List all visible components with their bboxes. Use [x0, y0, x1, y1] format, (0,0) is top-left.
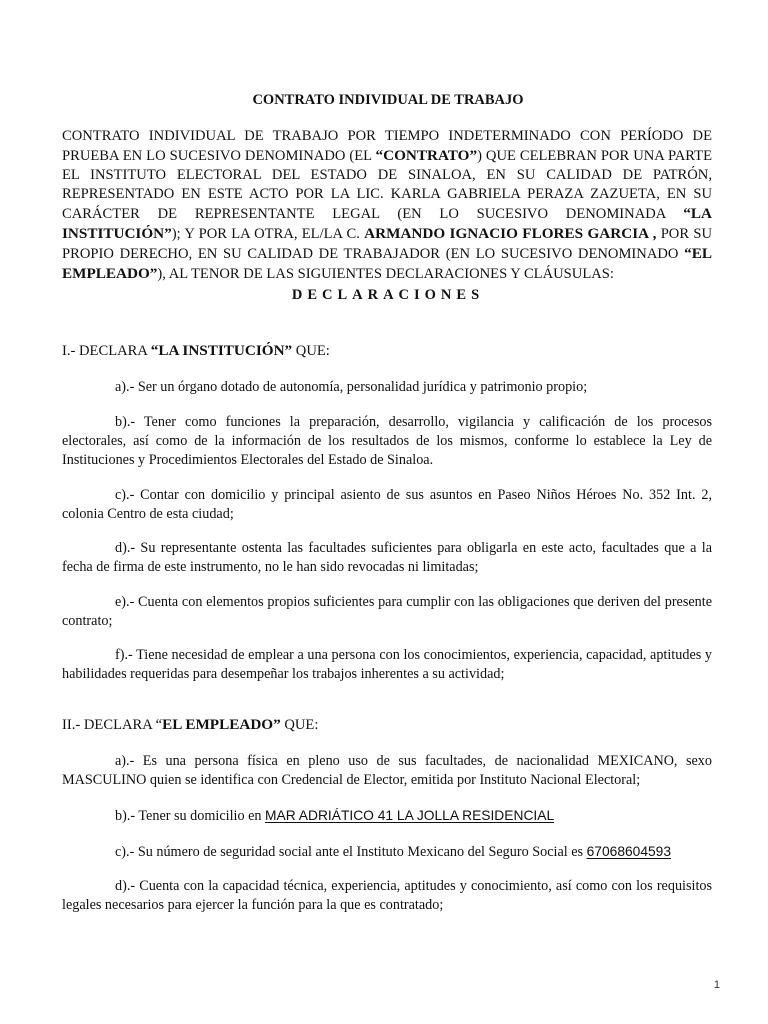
- declaration-item: b).- Tener como funciones la preparación, desarrollo, vigilancia y calificación de los procesos electorales, así como de la información de los resultados de los mismos, conforme lo establece la Ley de Instituciones y Procedimientos Electorales del Estado de Sinaloa.: [62, 414, 712, 468]
- employee-item-c: [62, 842, 712, 862]
- intro-bold-contrato: “CONTRATO”: [375, 147, 478, 164]
- nss-label: c).- Su número de seguridad social ante el Instituto Mexicano del Seguro Social es: [115, 844, 587, 860]
- section-2-suffix: QUE:: [280, 717, 319, 733]
- nss-value: 67068604593: [586, 844, 672, 859]
- section-1-bold: “LA INSTITUCIÓN”: [150, 342, 293, 359]
- employee-item-d: d).- Cuenta con la capacidad técnica, experiencia, aptitudes y conocimiento, así como con los requisitos legales necesarios para ejercer la función para la que es contratado;: [62, 878, 712, 913]
- section-2-bold: EL EMPLEADO”: [162, 716, 281, 733]
- employee-item-b: [62, 806, 712, 826]
- declaration-item: f).- Tiene necesidad de emplear a una persona con los conocimientos, experiencia, capacidad, aptitudes y habilidades requeridas para desempeñar los trabajos inherentes a su actividad;: [62, 647, 712, 682]
- document-title: CONTRATO INDIVIDUAL DE TRABAJO: [252, 92, 524, 108]
- declaration-item: c).- Contar con domicilio y principal asiento de sus asuntos en Paseo Niños Héroes No. 352 Int. 2, colonia Centro de esta ciudad;: [62, 487, 712, 522]
- intro-bold-institucion: “LA INSTITUCIÓN”: [62, 205, 712, 242]
- section-2-prefix: II.- DECLARA “: [62, 717, 163, 733]
- intro-text: ) QUE CELEBRAN POR UNA PARTE EL INSTITUTO ELECTORAL DEL ESTADO DE SINALOA, EN SU CALIDAD DE PATRÓN, REPRESENTADO EN ESTE ACTO POR LA LIC. KARLA GABRIELA PERAZA ZAZUETA, EN SU CARÁCTER DE REPRESENTANTE LEGAL (EN LO SUCESIVO DENOMINADA: [62, 148, 712, 222]
- address-value: MAR ADRIÁTICO 41 LA JOLLA RESIDENCIAL: [265, 808, 555, 823]
- declaration-item: d).- Su representante ostenta las facultades suficientes para obligarla en este acto, facultades que a la fecha de firma de este instrumento, no le han sido revocadas ni limitadas;: [62, 540, 712, 575]
- page-number: 1: [713, 979, 720, 991]
- intro-text: CONTRATO INDIVIDUAL DE TRABAJO POR TIEMPO INDETERMINADO CON PERÍODO DE PRUEBA EN LO SUCESIVO DENOMINADO (EL: [62, 128, 712, 164]
- section-2-heading: [62, 716, 712, 734]
- declaration-item: e).- Cuenta con elementos propios suficientes para cumplir con las obligaciones que deriven del presente contrato;: [62, 594, 712, 629]
- section-1-suffix: QUE:: [292, 343, 330, 359]
- intro-text: POR SU PROPIO DERECHO, EN SU CALIDAD DE TRABAJADOR (EN LO SUCESIVO DENOMINADO: [62, 226, 712, 262]
- declaraciones-heading: DECLARACIONES: [291, 287, 485, 303]
- intro-bold-empleado: “EL EMPLEADO”: [62, 245, 712, 282]
- section-1-heading: [62, 342, 712, 360]
- intro-text: ), AL TENOR DE LAS SIGUIENTES DECLARACIONES Y CLÁUSULAS:: [157, 266, 614, 282]
- declaration-item: a).- Ser un órgano dotado de autonomía, personalidad jurídica y patrimonio propio;: [115, 379, 588, 395]
- intro-text: ); Y POR LA OTRA, EL/LA C.: [171, 226, 365, 242]
- intro-bold-employee-name: ARMANDO IGNACIO FLORES GARCIA ,: [364, 225, 657, 242]
- contract-intro: [62, 127, 712, 284]
- section-1-prefix: I.- DECLARA: [62, 343, 151, 359]
- address-label: b).- Tener su domicilio en: [115, 808, 266, 824]
- employee-item-a: a).- Es una persona física en pleno uso de sus facultades, de nacionalidad MEXICANO, sexo MASCULINO quien se identifica con Credencial de Elector, emitida por Instituto Nacional Electoral;: [62, 753, 712, 788]
